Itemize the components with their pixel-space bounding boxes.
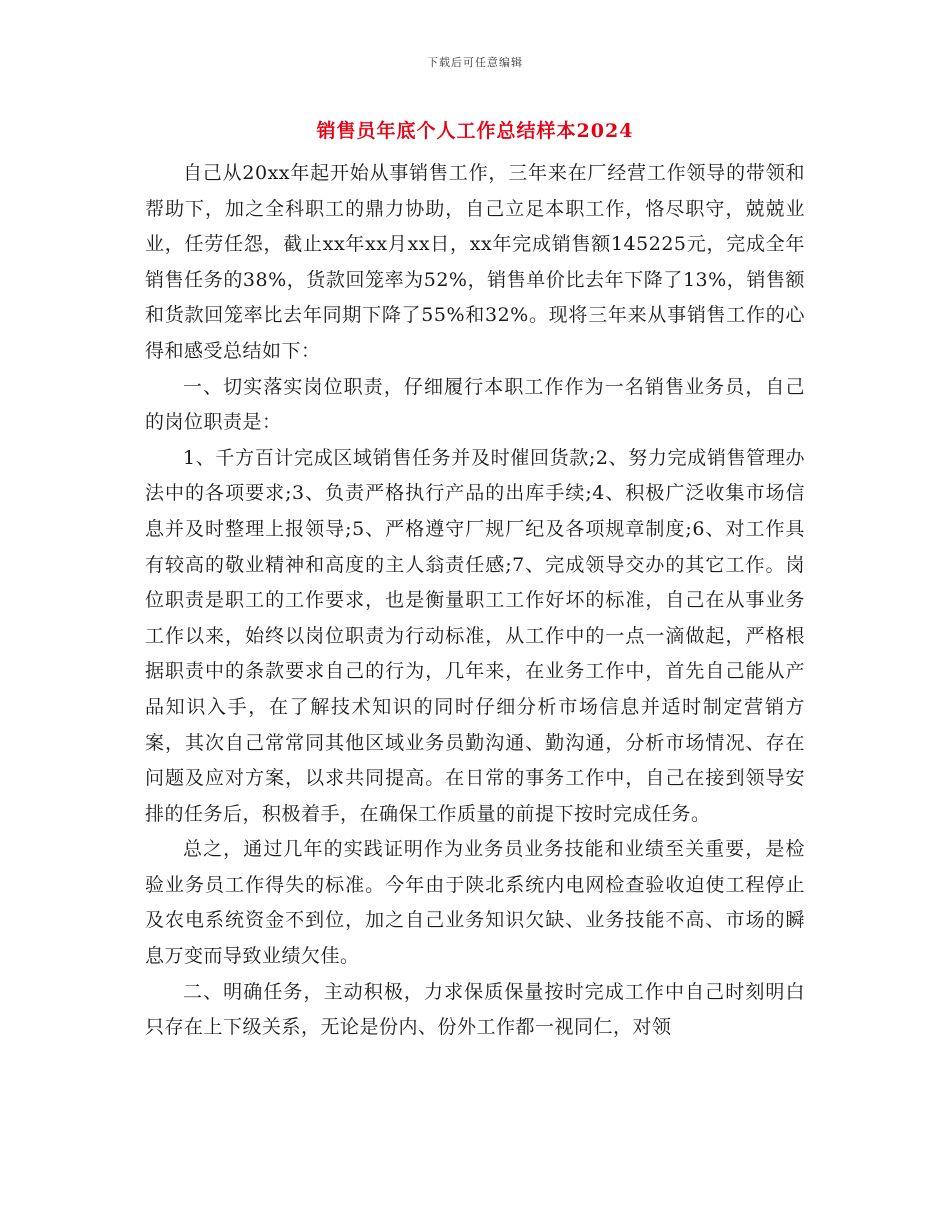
document-title: 销售员年底个人工作总结样本2024: [316, 120, 634, 142]
paragraph-intro: 自己从20xx年起开始从事销售工作，三年来在厂经营工作领导的带领和帮助下，加之全科职工的鼎力协助，自己立足本职工作，恪尽职守，兢兢业业，任劳任怨，截止xx年xx月xx日，xx年完成销售额145225元，完成全年销售任务的38%，货款回笼率为52%，销售单价比去年下降了13%，销售额和货款回笼率比去年同期下降了55%和32%。现将三年来从事销售工作的心得和感受总结如下：: [145, 162, 805, 362]
paragraph-summary: 总之，通过几年的实践证明作为业务员业务技能和业绩至关重要，是检验业务员工作得失的标准。今年由于陕北系统内电网检查验收迫使工程停止及农电系统资金不到位，加之自己业务知识欠缺、业务技能不高、市场的瞬息万变而导致业绩欠佳。: [145, 838, 805, 968]
paragraph-section-2: 二、明确任务，主动积极，力求保质保量按时完成工作中自己时刻明白只存在上下级关系，无论是份内、份外工作都一视同仁，对领: [145, 980, 805, 1039]
paragraph-duties: 1、千方百计完成区域销售任务并及时催回货款;2、努力完成销售管理办法中的各项要求;3、负责严格执行产品的出库手续;4、积极广泛收集市场信息并及时整理上报领导;5、严格遵守厂规厂纪及各项规章制度;6、对工作具有较高的敬业精神和高度的主人翁责任感;7、完成领导交办的其它工作。岗位职责是职工的工作要求，也是衡量职工工作好坏的标准，自己在从事业务工作以来，始终以岗位职责为行动标准，从工作中的一点一滴做起，严格根据职责中的条款要求自己的行为，几年来，在业务工作中，首先自己能从产品知识入手，在了解技术知识的同时仔细分析市场信息并适时制定营销方案，其次自己常常同其他区域业务员勤沟通、勤沟通，分析市场情况、存在问题及应对方案，以求共同提高。在日常的事务工作中，自己在接到领导安排的任务后，积极着手，在确保工作质量的前提下按时完成任务。: [145, 446, 805, 825]
header-note: 下载后可任意编辑: [427, 56, 523, 69]
paragraph-section-1-heading: 一、切实落实岗位职责，仔细履行本职工作作为一名销售业务员，自己的岗位职责是：: [145, 375, 805, 434]
document-body: [145, 156, 805, 1046]
